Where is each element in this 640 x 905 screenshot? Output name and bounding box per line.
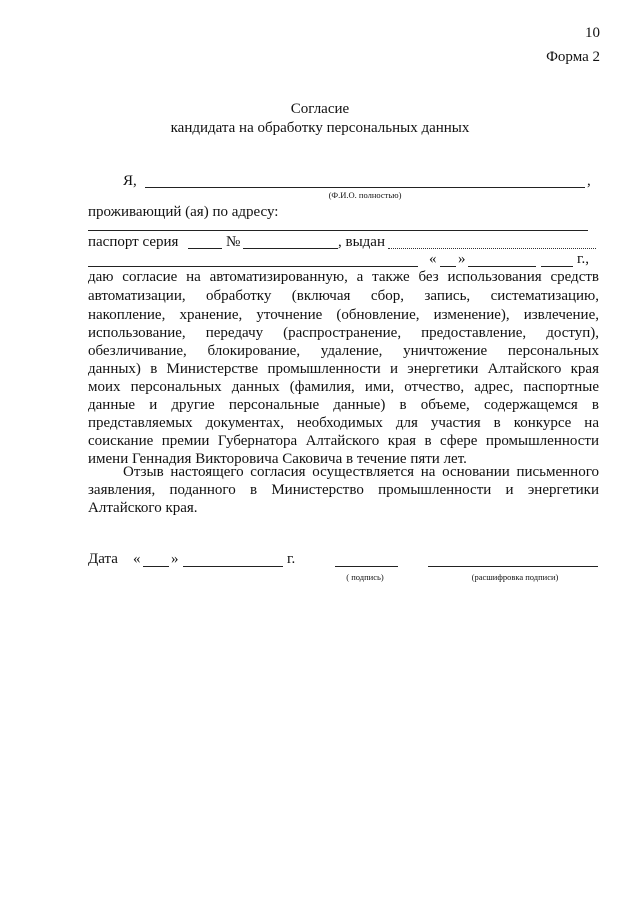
address-input-line[interactable] — [88, 230, 588, 231]
date-close-quote: » — [171, 551, 179, 567]
consent-text-line: данные и другие персональные данные) в объеме, содержащемся в — [88, 397, 599, 413]
date-month-year-input-line[interactable] — [183, 566, 283, 567]
consent-text-line: данных) в Министерстве промышленности и энергетики Алтайского края — [88, 361, 599, 377]
signature-input-line[interactable] — [335, 566, 398, 567]
document-title: Согласие — [290, 101, 350, 117]
issue-year-input-line[interactable] — [541, 266, 573, 267]
passport-series-input-line[interactable] — [188, 248, 222, 249]
passport-series-label: паспорт серия — [88, 234, 179, 250]
consent-text-line: обезличивание, блокирование, удаление, уничтожение персональных — [88, 343, 599, 359]
issue-day-input-line[interactable] — [440, 266, 456, 267]
fio-input-line[interactable] — [145, 187, 585, 188]
issue-year-suffix: г., — [577, 251, 589, 267]
consent-text-line: соискание премии Губернатора Алтайского края в сфере промышленности — [88, 433, 599, 449]
passport-number-label: № — [226, 234, 241, 250]
date-label: Дата — [88, 551, 118, 567]
issued-by-input-line[interactable] — [388, 248, 596, 249]
consent-text-line: имени Геннадия Викторовича Саковича в течение пяти лет. — [88, 451, 467, 467]
passport-number-input-line[interactable] — [243, 248, 338, 249]
issue-month-input-line[interactable] — [468, 266, 536, 267]
signature-decode-caption: (расшифровка подписи) — [471, 572, 559, 582]
consent-text-line: использование, передачу (распространение, предоставление, доступ), — [88, 325, 599, 341]
issue-date-close-quote: » — [458, 251, 466, 267]
consent-text-line: моих персональных данных (фамилия, ими, отчество, адрес, паспортные — [88, 379, 599, 395]
fio-caption: (Ф.И.О. полностью) — [328, 190, 402, 200]
date-open-quote: « — [133, 551, 141, 567]
issue-date-open-quote: « — [429, 251, 437, 267]
i-suffix: , — [587, 173, 591, 189]
date-year-suffix: г. — [287, 551, 296, 567]
signature-decode-input-line[interactable] — [428, 566, 598, 567]
revocation-text-line: Отзыв настоящего согласия осуществляется на основании письменного — [123, 464, 599, 480]
consent-text-line: накопление, хранение, уточнение (обновление, изменение), извлечение, — [88, 307, 599, 323]
consent-text-line: даю согласие на автоматизированную, а также без использования средств — [88, 269, 599, 285]
form-label: Форма 2 — [546, 49, 600, 65]
page-number: 10 — [585, 25, 600, 41]
issued-label: , выдан — [338, 234, 385, 250]
address-label: проживающий (ая) по адресу: — [88, 204, 279, 220]
date-day-input-line[interactable] — [143, 566, 169, 567]
document-subtitle: кандидата на обработку персональных данных — [170, 120, 470, 136]
consent-text-line: представляемых документах, необходимых для участия в конкурсе на — [88, 415, 599, 431]
signature-caption: ( подпись) — [346, 572, 384, 582]
consent-text-line: автоматизации, обработку (включая сбор, запись, систематизацию, — [88, 288, 599, 304]
issued-by-continuation-line[interactable] — [88, 266, 418, 267]
i-prefix: Я, — [123, 173, 137, 189]
revocation-text-line: заявления, поданного в Министерство промышленности и энергетики — [88, 482, 599, 498]
revocation-text-line: Алтайского края. — [88, 500, 198, 516]
